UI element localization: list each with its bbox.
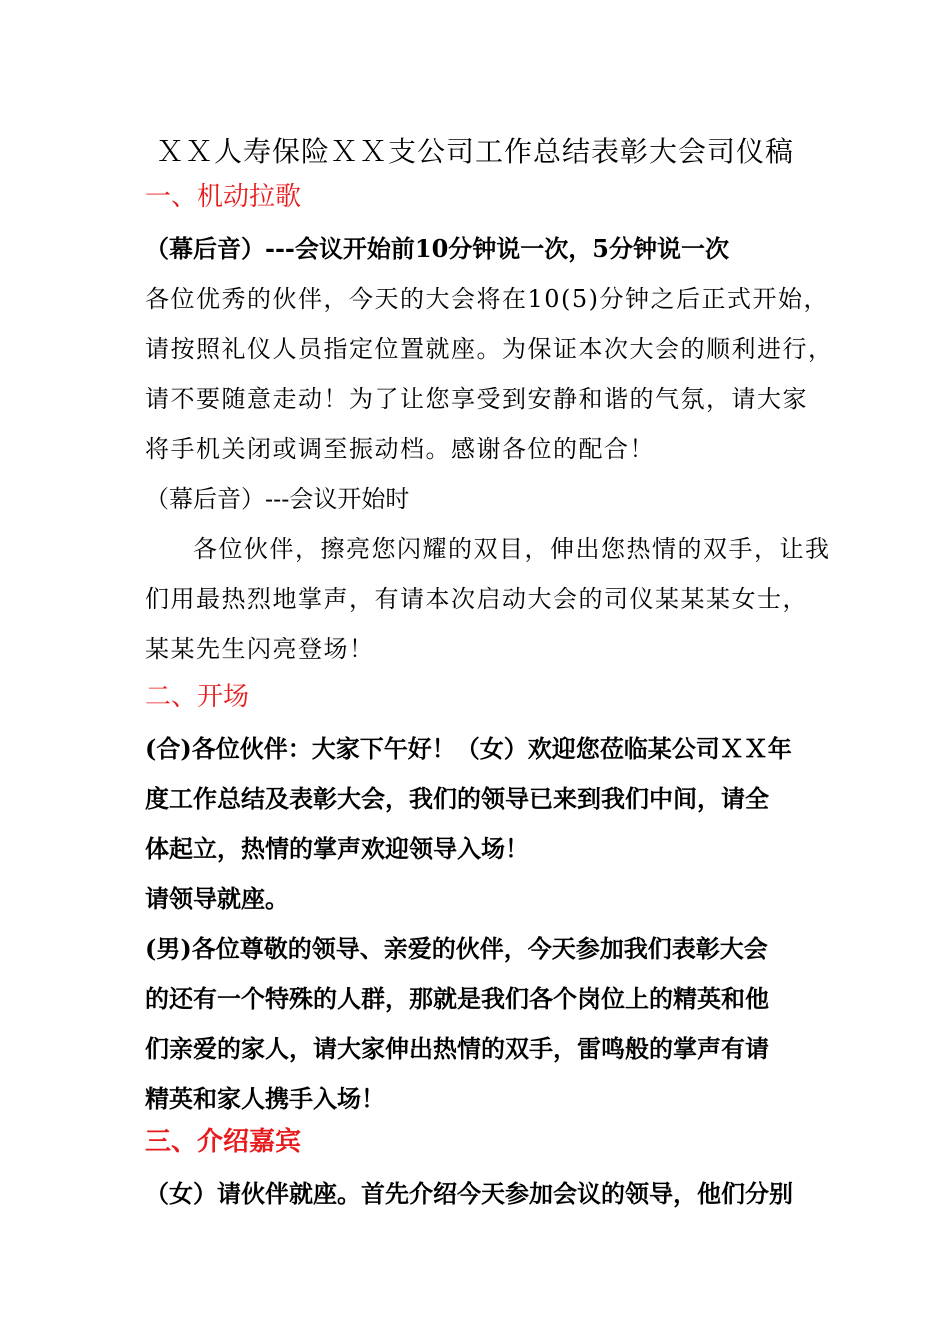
- section-warmup: [145, 177, 834, 679]
- paragraph-line: 请按照礼仪人员指定位置就座。为保证本次大会的顺利进行，: [145, 335, 834, 363]
- section-heading: 三、介绍嘉宾: [145, 1127, 302, 1157]
- paragraph-line: 们亲爱的家人，请大家伸出热情的双手，雷鸣般的掌声有请: [145, 1034, 769, 1063]
- paragraph-line: 的还有一个特殊的人群，那就是我们各个岗位上的精英和他: [145, 984, 769, 1013]
- paragraph-line: 各位优秀的伙伴，今天的大会将在10(5)分钟之后正式开始，: [145, 285, 830, 313]
- stage-direction: （幕后音）---会议开始时: [145, 485, 410, 513]
- section-heading: 一、机动拉歌: [145, 182, 302, 212]
- paragraph-line: (男)各位尊敬的领导、亲爱的伙伴，今天参加我们表彰大会: [145, 934, 768, 963]
- paragraph-line: 精英和家人携手入场！: [145, 1084, 385, 1113]
- paragraph-line: （女）请伙伴就座。首先介绍今天参加会议的领导，他们分别: [145, 1179, 793, 1208]
- paragraph-line: 请领导就座。: [145, 884, 289, 913]
- section-heading: 二、开场: [145, 682, 250, 712]
- paragraph-line: 某某先生闪亮登场！: [145, 635, 375, 663]
- section-opening: [145, 677, 825, 1129]
- paragraph-line: 体起立，热情的掌声欢迎领导入场！: [145, 834, 529, 863]
- section-guests: [145, 1122, 825, 1224]
- paragraph-line: 度工作总结及表彰大会，我们的领导已来到我们中间，请全: [145, 784, 769, 813]
- paragraph-line: 请不要随意走动！为了让您享受到安静和谐的气氛，请大家: [145, 385, 808, 413]
- paragraph-line: 将手机关闭或调至振动档。感谢各位的配合！: [145, 435, 655, 463]
- stage-direction: （幕后音）---会议开始前10分钟说一次，5分钟说一次: [145, 234, 729, 263]
- paragraph-line: (合)各位伙伴：大家下午好！（女）欢迎您莅临某公司ＸＸ年: [145, 734, 792, 763]
- paragraph-line: 们用最热烈地掌声，有请本次启动大会的司仪某某某女士，: [145, 585, 808, 613]
- document-title: ＸＸ人寿保险ＸＸ支公司工作总结表彰大会司仪稿: [155, 135, 794, 168]
- paragraph-line: 各位伙伴，擦亮您闪耀的双目，伸出您热情的双手，让我: [193, 535, 831, 563]
